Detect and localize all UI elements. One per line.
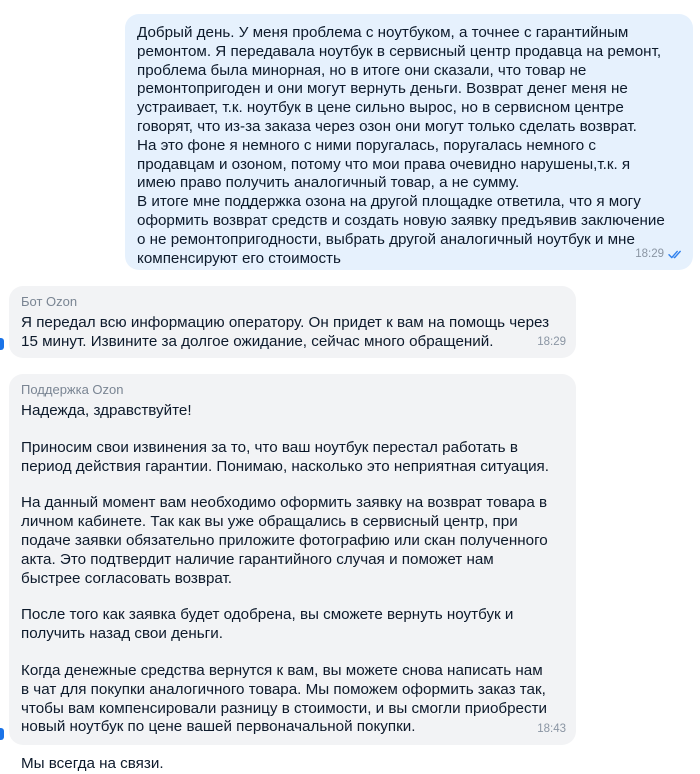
message-meta bbox=[537, 720, 566, 739]
double-check-icon bbox=[668, 250, 683, 259]
sender-name: Поддержка Ozon bbox=[21, 382, 124, 397]
unread-marker bbox=[0, 338, 4, 350]
message-text: Я передал всю информацию оператору. Он придет к вам на помощь через 15 минут. Извините за долгое ожидание, сейчас много обращений. bbox=[21, 314, 550, 350]
message-text: Добрый день. У меня проблема с ноутбуком, а точнее с гарантийным ремонтом. Я передавала ноутбук в сервисный центр продавца на ремонт, проблема была минорная, но в итоге они сказали, что товар не ремонтопригоден и они могут вернуть деньги. Возврат денег меня не устраивает, т.к. ноутбук в цене сильно вырос, но в сервисном центре говорят, что из-за заказа через озон они могут только сделать возврат. На это фоне я немного с ними поругалась, поругалась немного с продавцам и озоном, потому что мои права очевидно нарушены,т.к. я имею право получить аналогичный товар, а не сумму. В итоге мне поддержка озона на другой площадке ответила, что я могу оформить возврат средств и создать новую заявку предъявив заключение о не ремонтопригодности, выбрать другой аналогичный ноутбук и мне компенсируют его стоимость bbox=[137, 24, 665, 267]
outgoing-message[interactable] bbox=[125, 14, 693, 270]
message-paragraph: Приносим свои извинения за то, что ваш ноутбук перестал работать в период действия гарантии. Понимаю, насколько это неприятная ситуация. bbox=[21, 438, 550, 475]
message-paragraph: После того как заявка будет одобрена, вы сможете вернуть ноутбук и получить назад свои деньги. bbox=[21, 606, 514, 643]
message-time: 18:29 bbox=[635, 248, 664, 261]
message-time: 18:29 bbox=[537, 336, 566, 349]
message-paragraph: Когда денежные средства вернутся к вам, вы можете снова написать нам в чат для покупки аналогичного товара. Мы поможем оформить заказ так, чтобы вам компенсировали разницу в стоимости, и вы смогли приобрести новый ноутбук по цене вашей первоначальной покупки. bbox=[21, 661, 548, 736]
unread-marker bbox=[0, 728, 4, 740]
message-paragraph: Надежда, здравствуйте! bbox=[21, 402, 192, 419]
support-message[interactable] bbox=[9, 374, 576, 773]
message-paragraph: На данный момент вам необходимо оформить заявку на возврат товара в личном кабинете. Так как вы уже обращались в сервисный центр, при подаче заявки обязательно приложите фотографию или скан полученного акта. Это подтвердит наличие гарантийного случая и поможет нам быстрее согласовать возврат. bbox=[21, 494, 548, 587]
message-paragraph: Мы всегда на связи. bbox=[21, 755, 164, 773]
sender-name: Бот Ozon bbox=[21, 294, 78, 309]
message-time: 18:43 bbox=[537, 723, 566, 736]
message-meta bbox=[635, 245, 683, 264]
message-meta bbox=[537, 333, 566, 352]
bot-message[interactable] bbox=[9, 286, 576, 358]
